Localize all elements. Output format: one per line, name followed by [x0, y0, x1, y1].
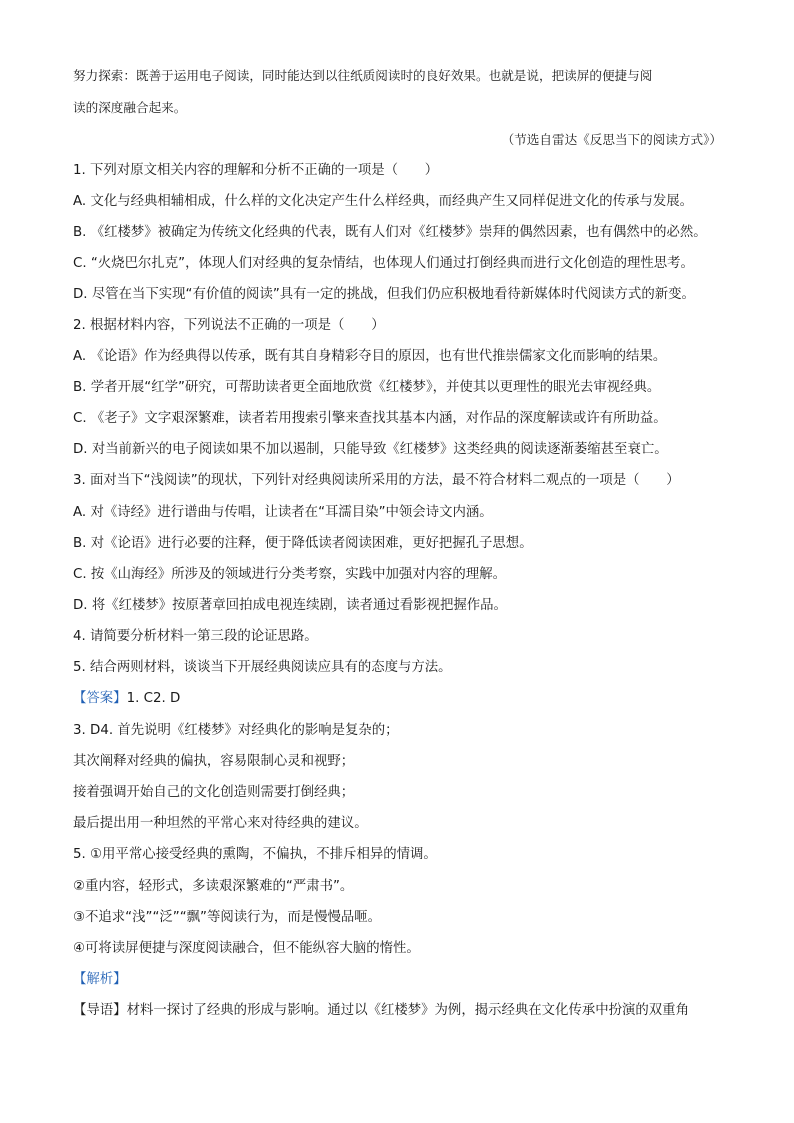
- answer-line: 其次阐释对经典的偏执，容易限制心灵和视野；: [73, 754, 355, 769]
- analysis-label: 【解析】: [73, 972, 127, 987]
- question-3-stem: 3. 面对当下“浅阅读”的现状，下列针对经典阅读所采用的方法，最不符合材料二观点的一项是（ ）: [73, 473, 680, 488]
- question-1-option-a: A. 文化与经典相辅相成，什么样的文化决定产生什么样经典，而经典产生又同样促进文化的传承与发展。: [73, 194, 694, 209]
- answer-line: ③不追求“浅”“泛”“飘”等阅读行为，而是慢慢品咂。: [73, 910, 382, 925]
- question-2-option-b: B. 学者开展“红学”研究，可帮助读者更全面地欣赏《红楼梦》，并使其以更理性的眼光去审视经典。: [73, 380, 661, 395]
- guide-label: 【导语】: [73, 1003, 127, 1018]
- question-3-option-d: D. 将《红楼梦》按原著章回拍成电视连续剧，读者通过看影视把握作品。: [73, 598, 507, 613]
- question-2-option-d: D. 对当前新兴的电子阅读如果不加以遏制，只能导致《红楼梦》这类经典的阅读逐渐萎缩甚至衰亡。: [73, 442, 668, 457]
- question-2-option-c: C. 《老子》文字艰深繁难，读者若用搜索引擎来查找其基本内涵，对作品的深度解读或许有所助益。: [73, 411, 667, 426]
- question-5: 5. 结合两则材料，谈谈当下开展经典阅读应具有的态度与方法。: [73, 660, 452, 675]
- question-1-option-b: B. 《红楼梦》被确定为传统文化经典的代表，既有人们对《红楼梦》崇拜的偶然因素，也有偶然中的必然。: [73, 225, 707, 240]
- guide-text: 材料一探讨了经典的形成与影响。通过以《红楼梦》为例，揭示经典在文化传承中扮演的双重角: [126, 1003, 689, 1018]
- question-3-option-a: A. 对《诗经》进行谱曲与传唱，让读者在“耳濡目染”中领会诗文内涵。: [73, 505, 493, 520]
- answer-line: 3. D4. 首先说明《红楼梦》对经典化的影响是复杂的；: [73, 723, 399, 738]
- answer-line: ④可将读屏便捷与深度阅读融合，但不能纵容大脑的惰性。: [73, 941, 420, 956]
- passage-line-1: 努力探索：既善于运用电子阅读，同时能达到以往纸质阅读时的良好效果。也就是说，把读屏的便捷与阅: [73, 68, 653, 83]
- answer-line: 最后提出用一种坦然的平常心来对待经典的建议。: [73, 816, 368, 831]
- question-4: 4. 请简要分析材料一第三段的论证思路。: [73, 629, 318, 644]
- question-3-option-c: C. 按《山海经》所涉及的领域进行分类考察，实践中加强对内容的理解。: [73, 567, 506, 582]
- answer-line: 5. ①用平常心接受经典的熏陶，不偏执，不排斥相异的情调。: [73, 847, 437, 862]
- passage-line-2: 读的深度融合起来。: [73, 100, 187, 115]
- answer-heading: [73, 689, 733, 709]
- answer-line: ②重内容，轻形式，多读艰深繁难的“严肃书”。: [73, 879, 354, 894]
- question-1-option-c: C. “火烧巴尔扎克”，体现人们对经典的复杂情结，也体现人们通过打倒经典而进行文化创造的理性思考。: [73, 256, 694, 271]
- guide-paragraph: [73, 1001, 733, 1021]
- answer-label: 【答案】: [73, 691, 127, 706]
- passage-source: （节选自雷达《反思当下的阅读方式》）: [501, 132, 722, 147]
- answer-first-line: 1. C2. D: [126, 691, 181, 706]
- question-2-stem: 2. 根据材料内容，下列说法不正确的一项是（ ）: [73, 318, 385, 333]
- answer-line: 接着强调开始自己的文化创造则需要打倒经典；: [73, 785, 355, 800]
- question-1-option-d: D. 尽管在当下实现“有价值的阅读”具有一定的挑战，但我们仍应积极地看待新媒体时代阅读方式的新变。: [73, 287, 695, 302]
- question-3-option-b: B. 对《论语》进行必要的注释，便于降低读者阅读困难，更好把握孔子思想。: [73, 536, 533, 551]
- question-2-option-a: A. 《论语》作为经典得以传承，既有其自身精彩夺目的原因，也有世代推崇儒家文化而影响的结果。: [73, 349, 667, 364]
- question-1-stem: 1. 下列对原文相关内容的理解和分析不正确的一项是（ ）: [73, 163, 439, 178]
